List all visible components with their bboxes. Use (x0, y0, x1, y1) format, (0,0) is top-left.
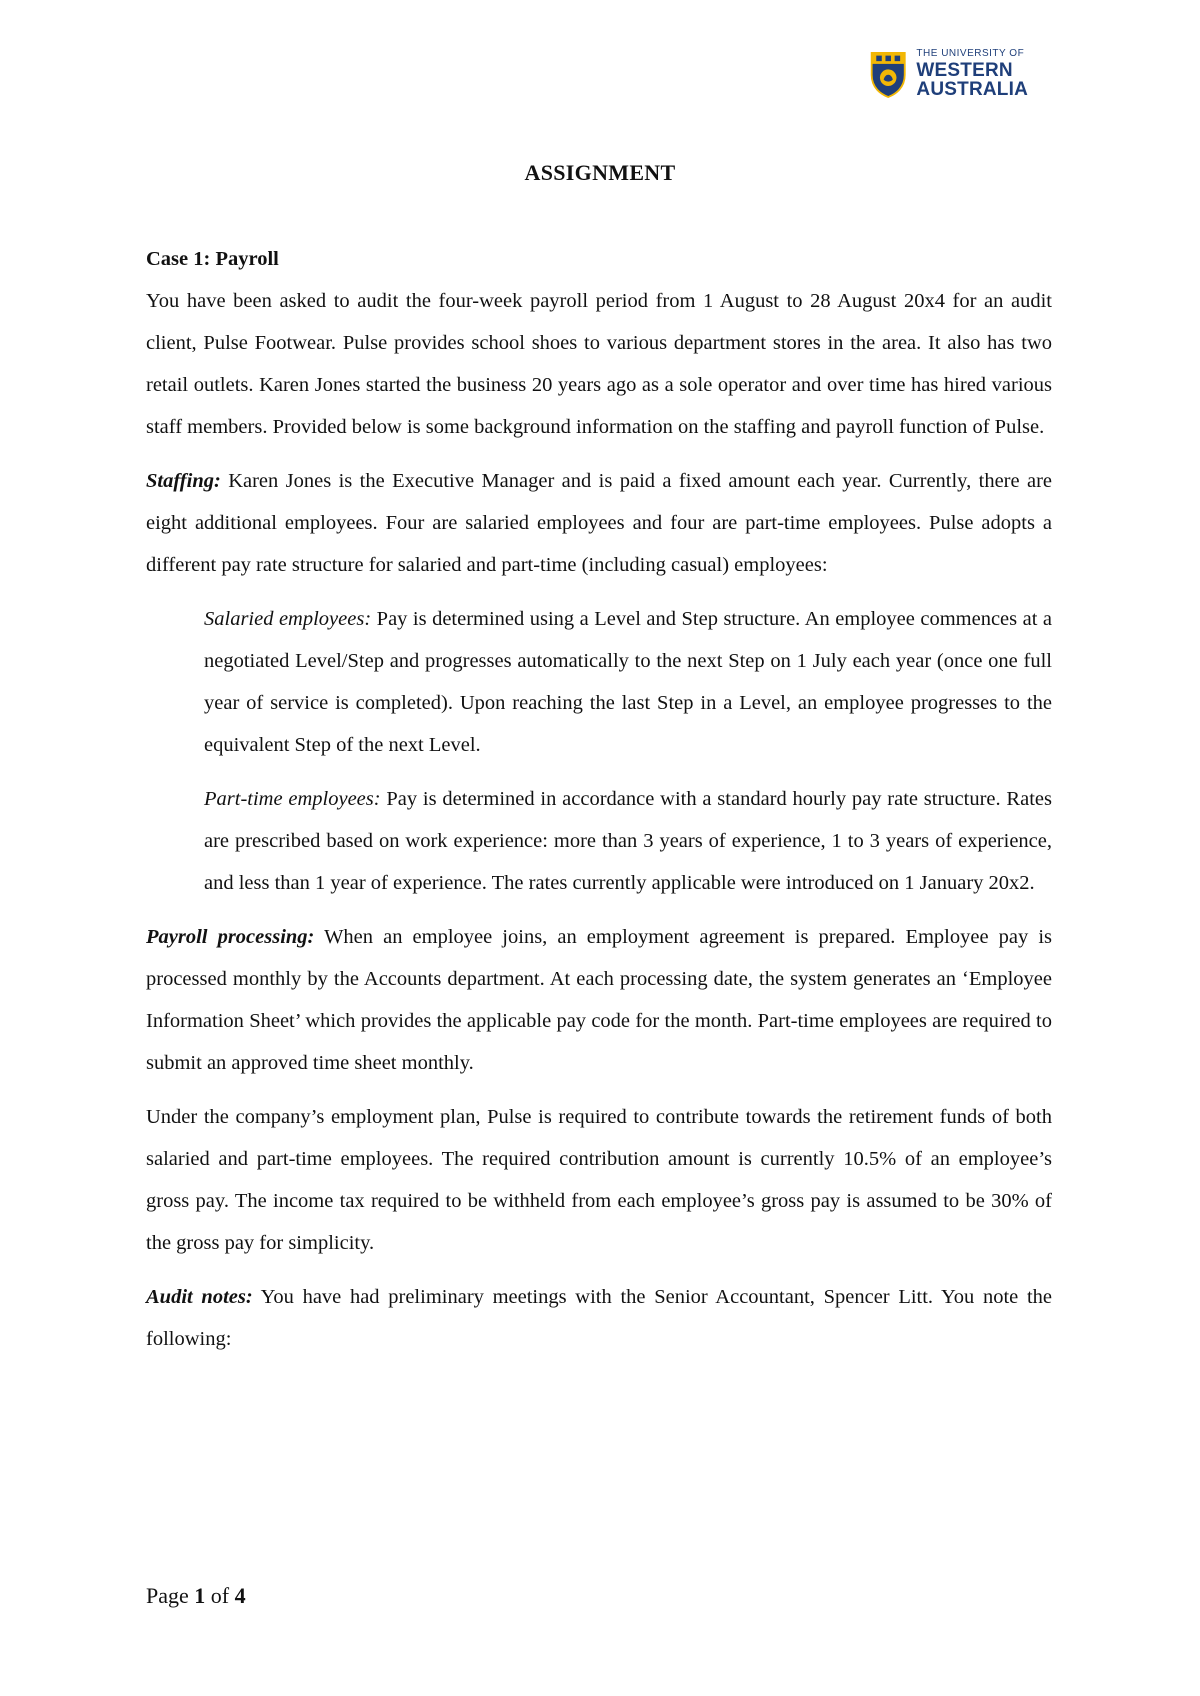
logo-line-1: THE UNIVERSITY OF (916, 48, 1025, 59)
employment-plan-paragraph: Under the company’s employment plan, Pulse is required to contribute towards the retirement funds of both salaried and part-time employees. The required contribution amount is currently 10.5% of an employee’s gross pay. The income tax required to be withheld from each employee’s gross pay is assumed to be 30% of the gross pay for simplicity. (146, 1106, 1052, 1254)
payroll-text: When an employee joins, an employment agreement is prepared. Employee pay is processed monthly by the Accounts department. At each processing date, the system generates an ‘Employee Information Sheet’ which provides the applicable pay code for the month. Part-time employees are required to submit an approved time sheet monthly. (146, 926, 1052, 1074)
document-body (146, 238, 1052, 1372)
payroll-paragraph (146, 916, 1052, 1084)
parttime-text: Pay is determined in accordance with a standard hourly pay rate structure. Rates are prescribed based on work experience: more than 3 years of experience, 1 to 3 years of experience, and less than 1 year of experience. The rates currently applicable were introduced on 1 January 20x2. (204, 788, 1052, 894)
salaried-paragraph (204, 598, 1052, 766)
university-logo (868, 44, 1028, 104)
parttime-label: Part-time employees: (204, 788, 381, 810)
case-heading: Case 1: Payroll (146, 248, 279, 270)
payroll-label: Payroll processing: (146, 926, 315, 948)
logo-line-2: WESTERN (916, 60, 1013, 81)
staffing-paragraph (146, 460, 1052, 586)
audit-notes-paragraph (146, 1276, 1052, 1360)
page-footer (146, 1583, 246, 1609)
salaried-text: Pay is determined using a Level and Step structure. An employee commences at a negotiated Level/Step and progresses automatically to the next Step on 1 July each year (once one full year of service is completed). Upon reaching the last Step in a Level, an employee progresses to the equivalent Step of the next Level. (204, 608, 1053, 756)
page-total: 4 (234, 1583, 246, 1608)
salaried-label: Salaried employees: (204, 608, 372, 630)
page-current: 1 (194, 1583, 206, 1608)
staffing-text: Karen Jones is the Executive Manager and is paid a fixed amount each year. Currently, there are eight additional employees. Four are salaried employees and four are part-time employees. Pulse adopts a different pay rate structure for salaried and part-time (including casual) employees: (146, 470, 1052, 576)
logo-line-3: AUSTRALIA (916, 79, 1028, 100)
page-title: ASSIGNMENT (524, 160, 676, 185)
intro-paragraph: You have been asked to audit the four-week payroll period from 1 August to 28 August 20x4 for an audit client, Pulse Footwear. Pulse provides school shoes to various department stores in the area. It also has two retail outlets. Karen Jones started the business 20 years ago as a sole operator and over time has hired various staff members. Provided below is some background information on the staffing and payroll function of Pulse. (146, 290, 1052, 438)
staffing-label: Staffing: (146, 470, 221, 492)
of-label: of (210, 1583, 230, 1608)
parttime-paragraph (204, 778, 1052, 904)
university-crest-icon (868, 47, 908, 101)
audit-notes-label: Audit notes: (146, 1286, 253, 1308)
audit-notes-text: You have had preliminary meetings with the Senior Accountant, Spencer Litt. You note the following: (146, 1286, 1052, 1350)
page-label: Page (146, 1583, 189, 1608)
